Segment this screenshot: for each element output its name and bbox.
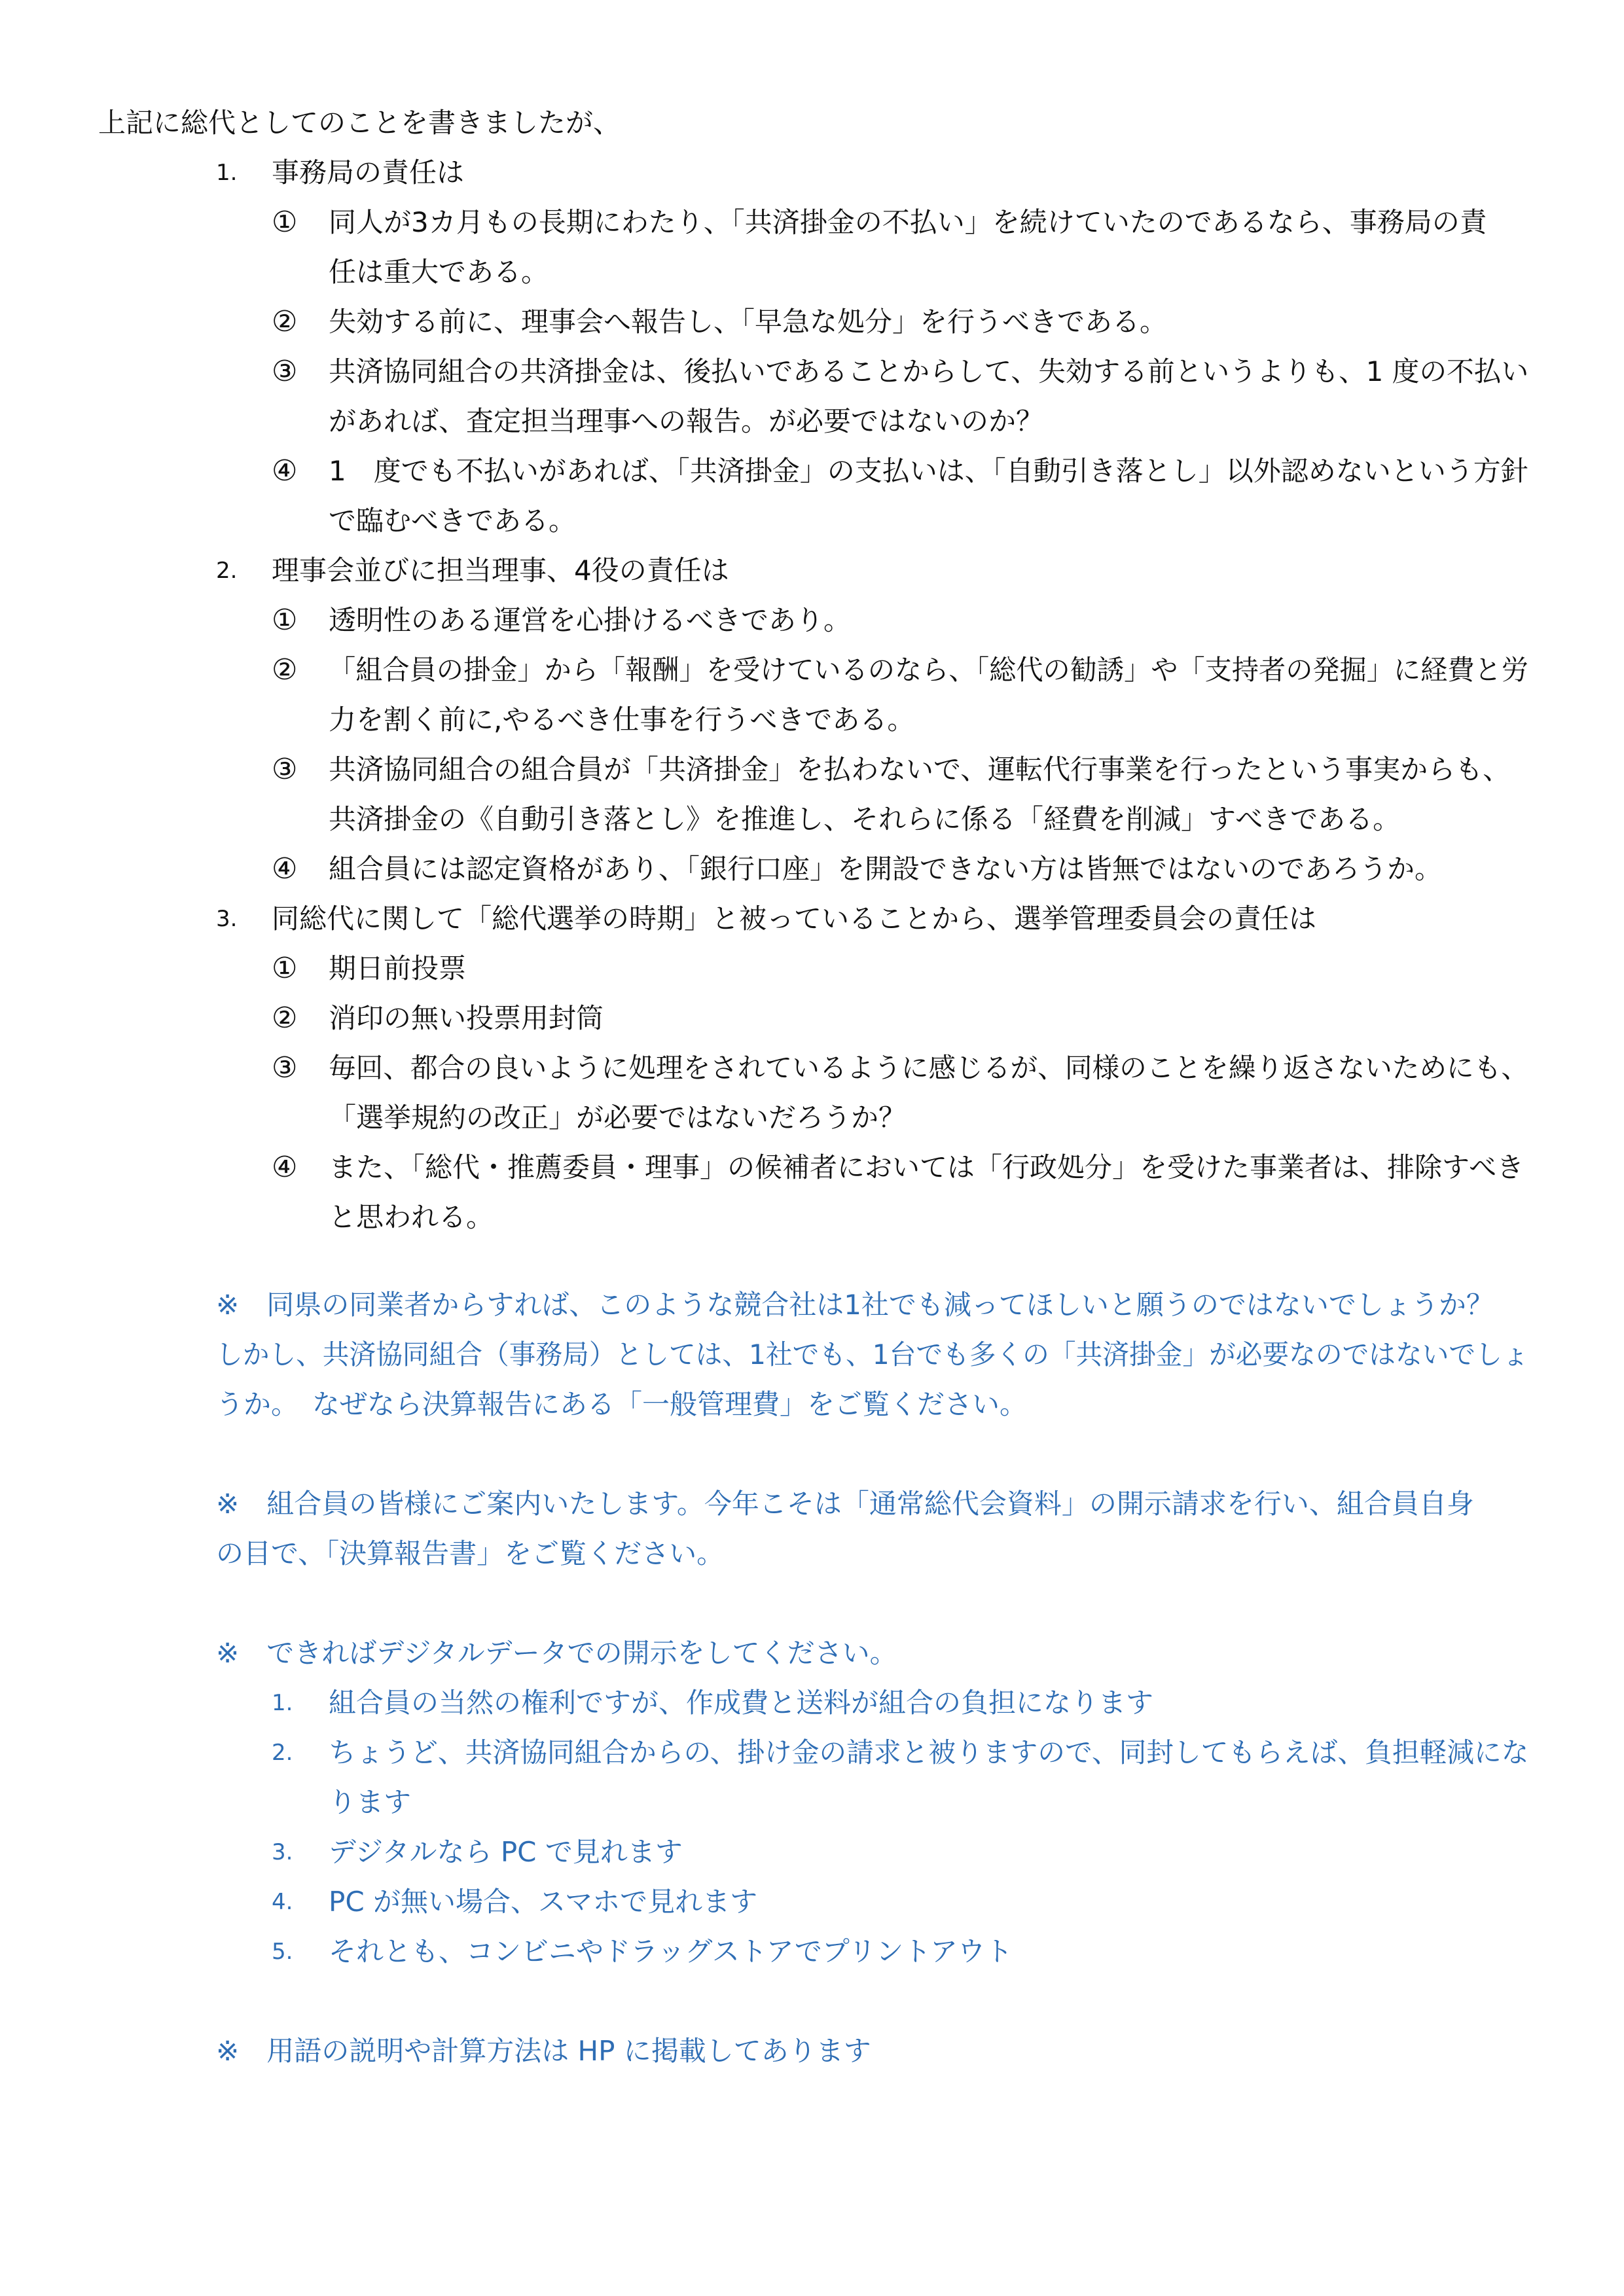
note-text: ※ 組合員の皆様にご案内いたします。今年こそは「通常総代会資料」の開示請求を行い、組合員自身 xyxy=(216,1488,1474,1520)
item-text: 「選挙規約の改正」が必要ではないだろうか？ xyxy=(329,1102,907,1134)
list-item: それとも、コンビニやドラッグストアでプリントアウト xyxy=(329,1935,1013,1967)
item-marker: ③ xyxy=(272,753,298,786)
item-text: 1 度でも不払いがあれば、「共済掛金」の支払いは、「自動引き落とし」以外認めないという方針 xyxy=(329,455,1528,487)
item-text: 共済協同組合の共済掛金は、後払いであることからして、失効する前というよりも、1 度の不払い xyxy=(329,355,1529,387)
item-text: があれば、査定担当理事への報告。が必要ではないのか？ xyxy=(329,405,1044,437)
note-text: しかし、共済協同組合（事務局）としては、1社でも、1台でも多くの「共済掛金」が必要なのではないでしょ xyxy=(216,1338,1529,1371)
item-marker: ② xyxy=(272,1001,298,1035)
list-item: 組合員の当然の権利ですが、作成費と送料が組合の負担になります xyxy=(329,1687,1154,1719)
note-text: ※ 同県の同業者からすれば、このような競合社は1社でも減ってほしいと願うのではないでしょうか？ xyxy=(216,1289,1494,1321)
item-marker: ② xyxy=(272,305,298,338)
item-text: 期日前投票 xyxy=(329,952,467,984)
intro-text: 上記に総代としてのことを書きましたが、 xyxy=(98,107,621,139)
item-marker: ① xyxy=(272,603,298,637)
list-item: デジタルなら PC で見れます xyxy=(329,1836,683,1868)
list-item: PC が無い場合、スマホで見れます xyxy=(329,1886,758,1918)
section-number: 3. xyxy=(216,906,238,932)
item-text: 同人が3カ月もの長期にわたり、「共済掛金の不払い」を続けていたのであるなら、事務局の責 xyxy=(329,206,1487,238)
section-number: 2. xyxy=(216,558,238,584)
list-item: ります xyxy=(329,1786,412,1818)
item-marker: ③ xyxy=(272,1051,298,1085)
item-marker: ④ xyxy=(272,852,298,886)
item-text: で臨むべきである。 xyxy=(329,505,577,537)
item-marker: ④ xyxy=(272,454,298,488)
list-number: 2. xyxy=(272,1740,293,1766)
item-text: また、「総代・推薦委員・理事」の候補者においては「行政処分」を受けた事業者は、排除すべき xyxy=(329,1151,1525,1183)
item-text: 共済掛金の《自動引き落とし》を推進し、それらに係る「経費を削減」すべきである。 xyxy=(329,803,1401,835)
section-heading: 事務局の責任は xyxy=(272,156,465,188)
item-marker: ① xyxy=(272,206,298,239)
item-text: 「組合員の掛金」から「報酬」を受けているのなら、「総代の勧誘」や「支持者の発掘」に経費と労 xyxy=(329,654,1528,686)
list-number: 3. xyxy=(272,1839,293,1865)
item-marker: ① xyxy=(272,952,298,985)
item-text: 共済協同組合の組合員が「共済掛金」を払わないで、運転代行事業を行ったという事実からも、 xyxy=(329,753,1511,785)
item-marker: ④ xyxy=(272,1151,298,1184)
item-text: 任は重大である。 xyxy=(329,256,549,288)
list-number: 1. xyxy=(272,1690,293,1716)
item-marker: ③ xyxy=(272,355,298,388)
item-text: 毎回、都合の良いように処理をされているように感じるが、同様のことを繰り返さないためにも、 xyxy=(329,1052,1529,1084)
item-marker: ② xyxy=(272,653,298,687)
item-text: 組合員には認定資格があり、「銀行口座」を開設できない方は皆無ではないのであろうか。 xyxy=(329,853,1443,885)
item-text: 力を割く前に,やるべき仕事を行うべきである。 xyxy=(329,704,915,736)
section-heading: 同総代に関して「総代選挙の時期」と被っていることから、選挙管理委員会の責任は xyxy=(272,903,1317,935)
note-text: うか。 なぜなら決算報告にある「一般管理費」をご覧ください。 xyxy=(216,1388,1028,1420)
list-number: 4. xyxy=(272,1889,293,1915)
item-text: 消印の無い投票用封筒 xyxy=(329,1002,604,1034)
item-text: 透明性のある運営を心掛けるべきであり。 xyxy=(329,604,852,636)
item-text: 失効する前に、理事会へ報告し、「早急な処分」を行うべきである。 xyxy=(329,306,1168,338)
list-item: ちょうど、共済協同組合からの、掛け金の請求と被りますので、同封してもらえば、負担軽減にな xyxy=(329,1736,1529,1768)
note-text: ※ できればデジタルデータでの開示をしてください。 xyxy=(216,1637,897,1669)
list-number: 5. xyxy=(272,1939,293,1965)
final-note: ※ 用語の説明や計算方法は HP に掲載してあります xyxy=(216,2035,871,2067)
section-number: 1. xyxy=(216,160,238,186)
section-heading: 理事会並びに担当理事、4役の責任は xyxy=(272,554,729,586)
note-text: の目で、「決算報告書」をご覧ください。 xyxy=(216,1537,725,1570)
item-text: と思われる。 xyxy=(329,1201,494,1233)
